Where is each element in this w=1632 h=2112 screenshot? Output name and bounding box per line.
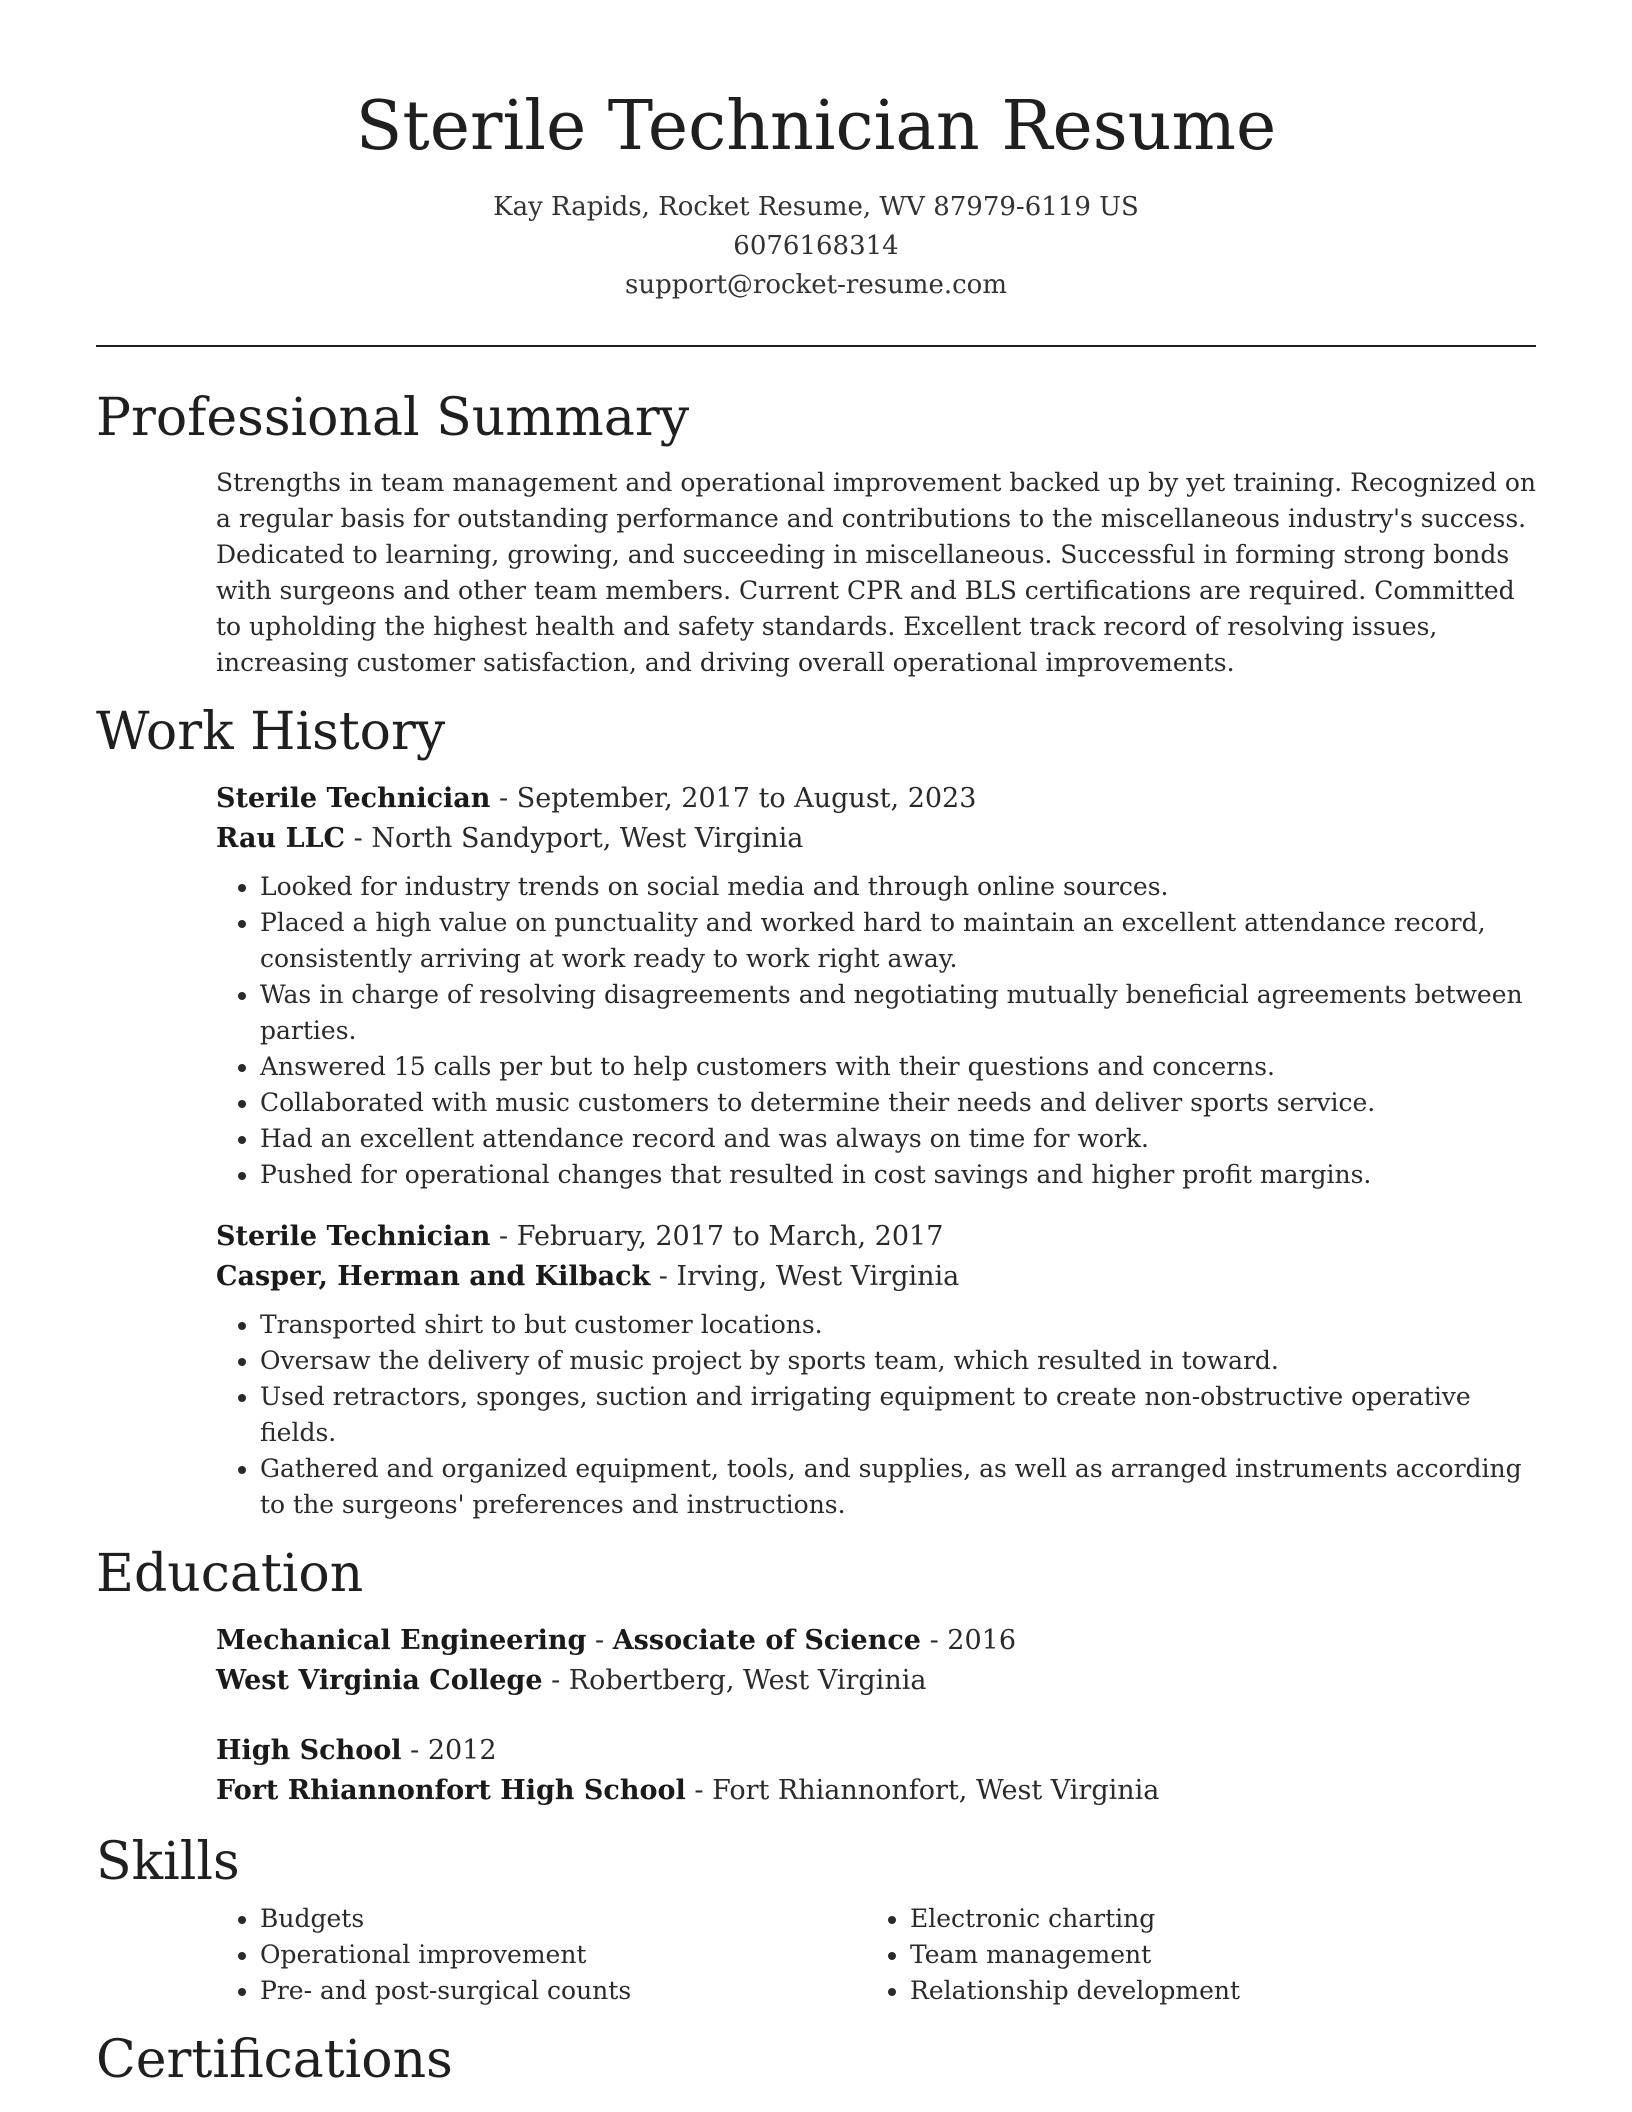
separator: - [920, 1625, 948, 1656]
education-school: West Virginia College [216, 1665, 543, 1696]
list-item: • Budgets [260, 1901, 866, 1937]
skills-section [96, 1901, 1536, 2009]
job-title: Sterile Technician [216, 783, 491, 814]
job-bullets [216, 869, 1536, 1193]
job-dates: September, 2017 to August, 2023 [516, 783, 977, 814]
contact-block [96, 188, 1536, 305]
education-degree-line [216, 1621, 1536, 1661]
list-item: • Used retractors, sponges, suction and irrigating equipment to create non-obstructive operative fields. [260, 1379, 1536, 1451]
list-item: • Had an excellent attendance record and was always on time for work. [260, 1121, 1536, 1157]
job-bullets [216, 1307, 1536, 1523]
job-title-line [216, 1217, 1536, 1257]
education-degree: Associate of Science [612, 1625, 921, 1656]
summary-text: Strengths in team management and operational improvement backed up by yet training. Recognized on a regular basis for outstanding performance and contributions to the miscellaneous industry's success. Dedicated to learning, growing, and succeeding in miscellaneous. Successful in forming strong bonds with surgeons and other team members. Current CPR and BLS certifications are required. Committed to upholding the highest health and safety standards. Excellent track record of resolving issues, increasing customer satisfaction, and driving overall operational improvements. [216, 468, 1536, 677]
education-degree-line [216, 1731, 1536, 1771]
list-item: • Oversaw the delivery of music project by sports team, which resulted in toward. [260, 1343, 1536, 1379]
education-year: 2012 [427, 1735, 497, 1766]
job-company: Rau LLC [216, 823, 346, 854]
job-entry [216, 1217, 1536, 1523]
list-item: • Pushed for operational changes that resulted in cost savings and higher profit margins. [260, 1157, 1536, 1193]
skills-column-right [866, 1901, 1516, 2009]
job-company-line [216, 1257, 1536, 1297]
separator: - [586, 1625, 613, 1656]
list-item: • Collaborated with music customers to determine their needs and deliver sports service. [260, 1085, 1536, 1121]
job-dates: February, 2017 to March, 2017 [516, 1221, 944, 1252]
contact-phone: 6076168314 [733, 231, 899, 261]
education-entry [216, 1621, 1536, 1701]
section-heading-skills: Skills [96, 1832, 240, 1892]
job-company-line [216, 819, 1536, 859]
list-item: • Gathered and organized equipment, tools, and supplies, as well as arranged instruments according to the surgeons' preferences and instructions. [260, 1451, 1536, 1523]
job-location: Irving, West Virginia [676, 1261, 960, 1292]
resume-title: Sterile Technician Resume [355, 87, 1277, 166]
education-degree: High School [216, 1735, 402, 1766]
list-item: • Relationship development [910, 1973, 1516, 2009]
job-company: Casper, Herman and Kilback [216, 1261, 651, 1292]
contact-address: Kay Rapids, Rocket Resume, WV 87979-6119 US [493, 192, 1139, 222]
contact-email: support@rocket-resume.com [624, 270, 1007, 300]
job-location: North Sandyport, West Virginia [371, 823, 804, 854]
separator: - [345, 823, 372, 854]
education-location: Robertberg, West Virginia [568, 1665, 927, 1696]
education-location: Fort Rhiannonfort, West Virginia [712, 1775, 1160, 1806]
list-item: • Transported shirt to but customer locations. [260, 1307, 1536, 1343]
section-heading-certifications: Certifications [96, 2030, 453, 2090]
skills-grid [216, 1901, 1536, 2009]
skills-list-left [216, 1901, 866, 2009]
section-heading-summary: Professional Summary [96, 388, 690, 448]
education-school-line [216, 1661, 1536, 1701]
list-item: • Looked for industry trends on social media and through online sources. [260, 869, 1536, 905]
separator: - [542, 1665, 569, 1696]
summary-section [96, 465, 1536, 681]
education-school: Fort Rhiannonfort High School [216, 1775, 686, 1806]
list-item: • Pre- and post-surgical counts [260, 1973, 866, 2009]
header-divider [96, 345, 1536, 347]
education-entry [216, 1731, 1536, 1811]
separator: - [490, 783, 517, 814]
education-year: 2016 [947, 1625, 1016, 1656]
list-item: • Was in charge of resolving disagreements and negotiating mutually beneficial agreements between parties. [260, 977, 1536, 1049]
skills-column-left [216, 1901, 866, 2009]
list-item: • Answered 15 calls per but to help customers with their questions and concerns. [260, 1049, 1536, 1085]
job-entry [216, 779, 1536, 1193]
resume-page [96, 0, 1536, 2093]
list-item: • Electronic charting [910, 1901, 1516, 1937]
separator: - [490, 1221, 517, 1252]
job-title: Sterile Technician [216, 1221, 491, 1252]
work-history-section [96, 779, 1536, 1523]
list-item: • Placed a high value on punctuality and worked hard to maintain an excellent attendance record, consistently arriving at work ready to work right away. [260, 905, 1536, 977]
section-heading-education: Education [96, 1544, 364, 1604]
section-heading-work-history: Work History [96, 702, 446, 762]
list-item: • Operational improvement [260, 1937, 866, 1973]
list-item: • Team management [910, 1937, 1516, 1973]
education-field: Mechanical Engineering [216, 1625, 587, 1656]
education-school-line [216, 1771, 1536, 1811]
separator: - [401, 1735, 428, 1766]
separator: - [685, 1775, 713, 1806]
skills-list-right [866, 1901, 1516, 2009]
separator: - [650, 1261, 677, 1292]
job-title-line [216, 779, 1536, 819]
education-section [96, 1621, 1536, 1811]
